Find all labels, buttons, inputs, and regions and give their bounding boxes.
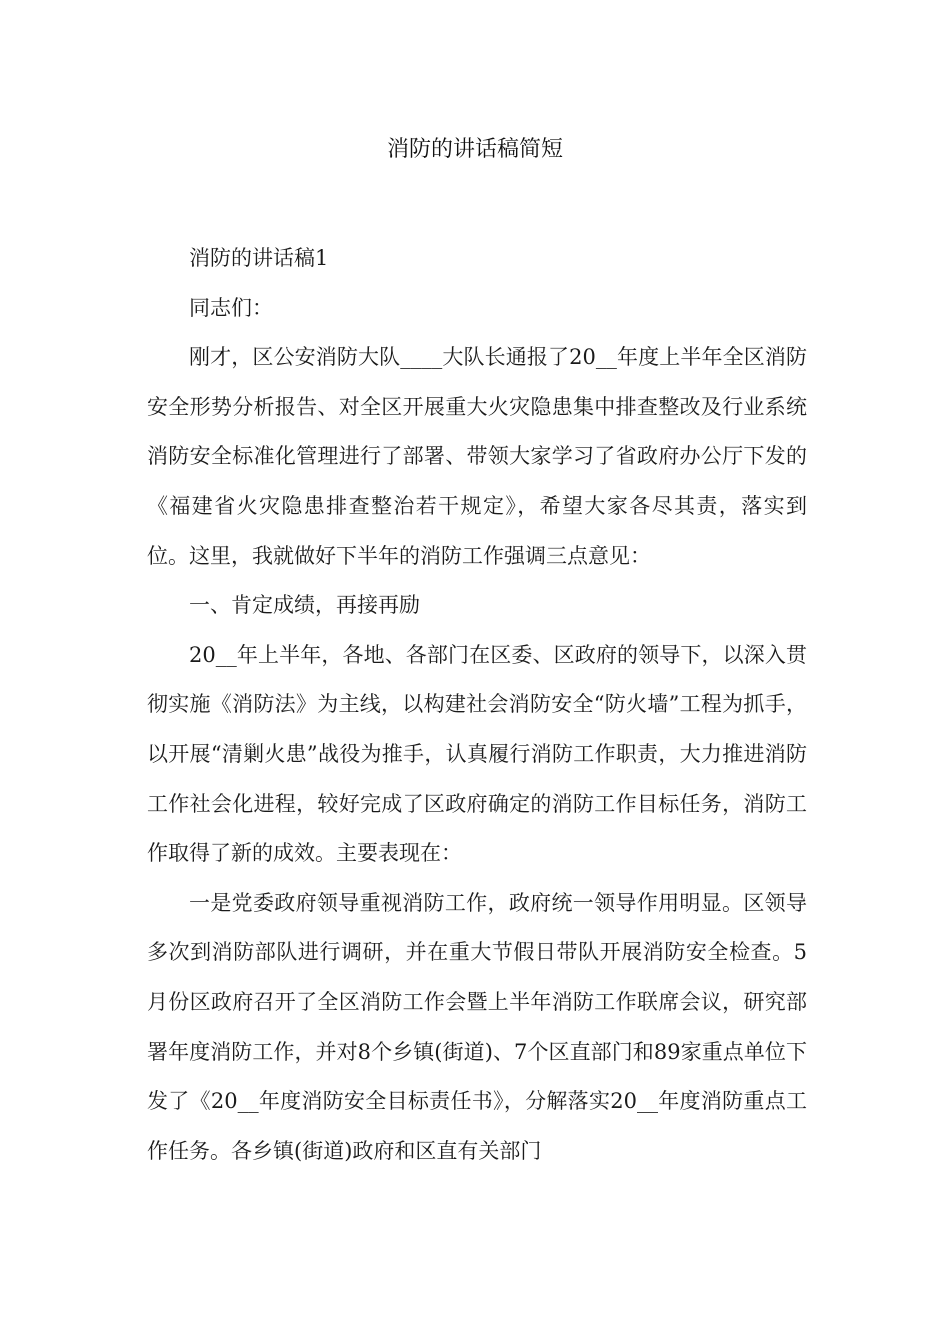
- document-body: [147, 234, 807, 1176]
- salutation: 同志们：: [189, 295, 273, 320]
- paragraph-point-1: 一是党委政府领导重视消防工作，政府统一领导作用明显。区领导多次到消防部队进行调研，并在重大节假日带队开展消防安全检查。5月份区政府召开了全区消防工作会暨上半年消防工作联席会议，研究部署年度消防工作，并对8个乡镇(街道)、7个区直部门和89家重点单位下发了《20__年度消防安全目标责任书》，分解落实20__年度消防重点工作任务。各乡镇(街道)政府和区直有关部门: [147, 890, 807, 1163]
- section-heading-speech-1: 消防的讲话稿1: [189, 246, 329, 270]
- paragraph-achievements: 20__年上半年，各地、各部门在区委、区政府的领导下，以深入贯彻实施《消防法》为主线，以构建社会消防安全“防火墙”工程为抓手，以开展“清剿火患”战役为推手，认真履行消防工作职责，大力推进消防工作社会化进程，较好完成了区政府确定的消防工作目标任务，消防工作取得了新的成效。主要表现在：: [147, 642, 807, 866]
- document-title: 消防的讲话稿简短: [386, 137, 563, 162]
- section-heading-1: 一、肯定成绩，再接再励: [189, 593, 420, 618]
- paragraph-intro: 刚才，区公安消防大队____大队长通报了20__年度上半年全区消防安全形势分析报告、对全区开展重大火灾隐患集中排查整改及行业系统消防安全标准化管理进行了部署、带领大家学习了省政府办公厅下发的《福建省火灾隐患排查整治若干规定》，希望大家各尽其责，落实到位。这里，我就做好下半年的消防工作强调三点意见：: [147, 345, 807, 568]
